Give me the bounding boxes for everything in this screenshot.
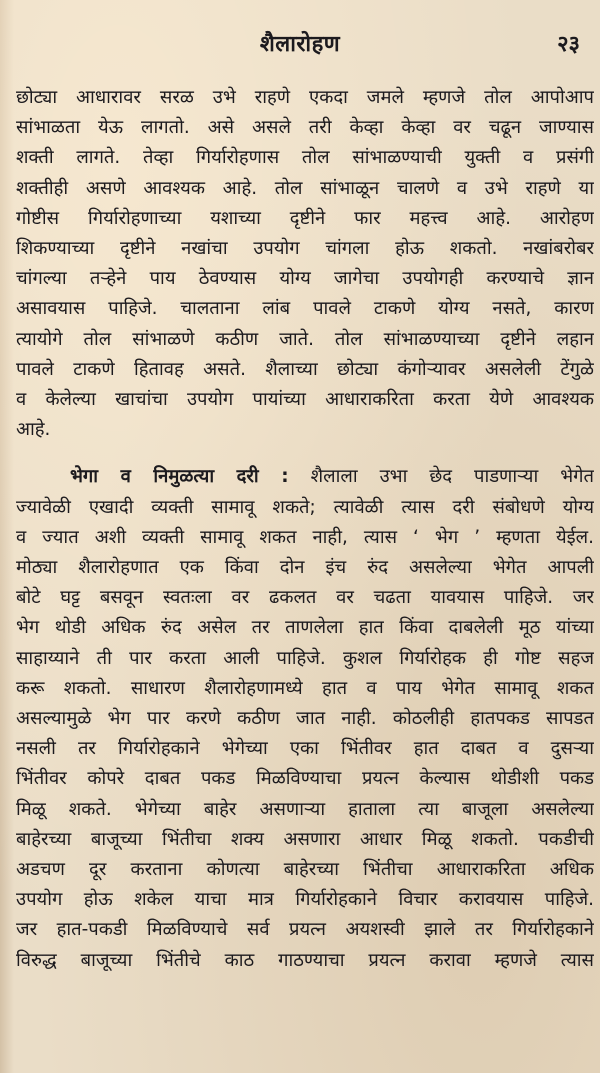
page-number: २३ (557, 32, 580, 57)
text-line: ज्यावेळी एखादी व्यक्ती सामावू शकते; त्यावेळी त्यास दरी संबोधणे योग्य (16, 496, 594, 518)
text-line: भिंतीवर कोपरे दाबत पकड मिळविण्याचा प्रयत्न केल्यास थोडीशी पकड (16, 768, 594, 790)
text-line-first (16, 462, 594, 492)
text-line: असावयास पाहिजे. चालताना लांब पावले टाकणे योग्य नसते, कारण (16, 298, 594, 320)
text-line: नसली तर गिर्यारोहकाने भेगेच्या एका भिंतीवर हात दाबत व दुसऱ्या (16, 738, 594, 760)
paragraph-tol-sambhalne (16, 83, 594, 445)
text-line: पावले टाकणे हितावह असते. शैलाच्या छोट्या कंगोऱ्यावर असलेली टेंगुळे (16, 358, 594, 380)
text-line: मोठ्या शैलारोहणात एक किंवा दोन इंच रुंद असलेल्या भेगेत आपली (16, 557, 594, 579)
text-line: विरुद्ध बाजूच्या भिंतीचे काठ गाठण्याचा प्रयत्न करावा म्हणजे त्यास (16, 949, 594, 971)
text-line: छोट्या आधारावर सरळ उभे राहणे एकदा जमले म्हणजे तोल आपोआप (16, 87, 594, 108)
paragraph-gap (16, 445, 594, 462)
text-line: व ज्यात अशी व्यक्ती सामावू शकत नाही, त्यास ‘ भेग ’ म्हणता येईल. (16, 526, 594, 548)
section-heading: भेगा व निमुळत्या दरी : (70, 466, 289, 488)
text-line: मिळू शकते. भेगेच्या बाहेर असणाऱ्या हाताला त्या बाजूला असलेल्या (16, 798, 594, 820)
text-line: चांगल्या तऱ्हेने पाय ठेवण्यास योग्य जागेचा उपयोगही करण्याचे ज्ञान (16, 268, 594, 290)
text-line: बोटे घट्ट बसवून स्वतःला वर ढकलत वर चढता यावयास पाहिजे. जर (16, 587, 594, 609)
text-line: बाहेरच्या बाजूच्या भिंतीचा शक्य असणारा आधार मिळू शकतो. पकडीची (16, 828, 594, 850)
page-title: शैलारोहण (259, 32, 341, 57)
text-line: अडचण दूर करताना कोणत्या बाहेरच्या भिंतीचा आधाराकरिता अधिक (16, 859, 594, 881)
text-line: त्यायोगे तोल सांभाळणे कठीण जाते. तोल सांभाळण्याच्या दृष्टीने लहान (16, 328, 594, 350)
text-line: शिकण्याच्या दृष्टीने नखांचा उपयोग चांगला होऊ शकतो. नखांबरोबर (16, 238, 594, 260)
text-line: व केलेल्या खाचांचा उपयोग पायांच्या आधाराकरिता करता येणे आवश्यक (16, 389, 594, 411)
text-line: असल्यामुळे भेग पार करणे कठीण जात नाही. कोठलीही हातपकड सापडत (16, 708, 594, 730)
text-line: शक्ती लागते. तेव्हा गिर्यारोहणास तोल सांभाळण्याची युक्ती व प्रसंगी (16, 147, 594, 169)
running-head (0, 28, 600, 68)
text-line: शक्तीही असणे आवश्यक आहे. तोल सांभाळून चालणे व उभे राहणे या (16, 177, 594, 199)
text-line: जर हात-पकडी मिळविण्याचे सर्व प्रयत्न अयशस्वी झाले तर गिर्यारोहकाने (16, 919, 594, 941)
text-line: भेग थोडी अधिक रुंद असेल तर ताणलेला हात किंवा दाबलेली मूठ यांच्या (16, 617, 594, 639)
text-line-rest: शैलाला उभा छेद पाडणाऱ्या भेगेत (310, 466, 594, 488)
text-line: साहाय्याने ती पार करता आली पाहिजे. कुशल गिर्यारोहक ही गोष्ट सहज (16, 647, 594, 669)
text-line: करू शकतो. साधारण शैलारोहणामध्ये हात व पाय भेगेत सामावू शकत (16, 677, 594, 699)
text-line: उपयोग होऊ शकेल याचा मात्र गिर्यारोहकाने विचार करावयास पाहिजे. (16, 889, 594, 911)
paragraph-bhega-dari (16, 462, 594, 975)
body-text (16, 83, 594, 976)
text-line: सांभाळता येऊ लागतो. असे असले तरी केव्हा केव्हा वर चढून जाण्यास (16, 117, 594, 139)
text-line: आहे. (16, 419, 51, 441)
text-line: गोष्टीस गिर्यारोहणाच्या यशाच्या दृष्टीने फार महत्त्व आहे. आरोहण (16, 207, 594, 229)
